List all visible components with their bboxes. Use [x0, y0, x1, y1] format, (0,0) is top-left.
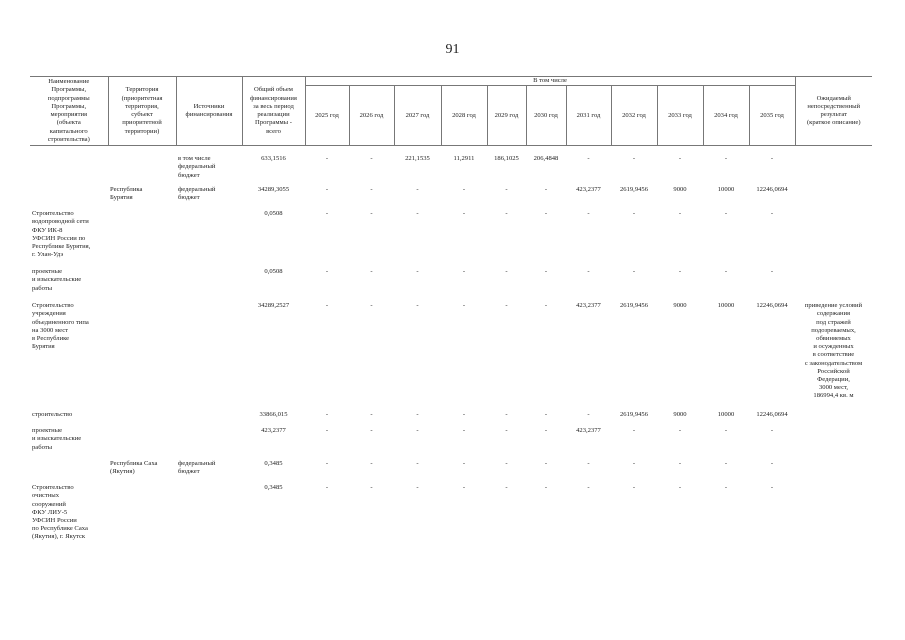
funding-source [176, 427, 242, 460]
year-amount: - [724, 460, 728, 468]
expected-result [795, 460, 872, 484]
year-amount: - [505, 484, 508, 492]
year-amount: 10000 [717, 186, 735, 194]
total-amount: 34289,2527 [257, 302, 290, 310]
year-amount: - [325, 460, 329, 468]
header-year: 2028 год [441, 86, 487, 146]
table-header [30, 77, 872, 146]
funding-source: федеральный бюджет [178, 186, 216, 202]
year-amount: - [325, 427, 329, 435]
year-amount: - [325, 155, 329, 163]
total-amount: 0,3485 [264, 460, 283, 468]
year-amount: - [678, 155, 682, 163]
year-amount: - [416, 484, 419, 492]
year-amount: - [505, 268, 508, 276]
year-amount: - [505, 302, 508, 310]
expected-result [795, 484, 872, 544]
table-row [30, 268, 872, 302]
year-amount: 9000 [673, 302, 687, 310]
year-amount: - [416, 302, 419, 310]
header-year: 2030 год [526, 86, 566, 146]
funding-source [176, 210, 242, 268]
year-amount: - [325, 210, 329, 218]
funding-source [176, 484, 242, 544]
year-amount: - [416, 186, 419, 194]
year-amount: 12246,0694 [756, 302, 788, 310]
table-row [30, 210, 872, 268]
year-amount: 12246,0694 [756, 411, 788, 419]
year-amount: - [370, 411, 373, 419]
year-amount: - [770, 427, 774, 435]
header-year: 2033 год [657, 86, 703, 146]
year-amount: - [370, 268, 373, 276]
year-amount: - [544, 411, 548, 419]
year-amount: 11,2911 [453, 155, 475, 163]
table-row [30, 460, 872, 484]
expected-result [795, 268, 872, 302]
year-amount: 10000 [717, 302, 735, 310]
header-year: 2027 год [394, 86, 441, 146]
year-amount: - [370, 186, 373, 194]
territory-cell: Республика Саха (Якутия) [110, 460, 158, 476]
year-amount: 221,1535 [405, 155, 430, 163]
table-row [30, 427, 872, 460]
item-name [30, 186, 108, 210]
total-amount: 0,0508 [264, 268, 283, 276]
funding-source: федеральный бюджет [178, 460, 216, 476]
year-amount: 2619,9456 [619, 302, 649, 310]
year-amount: 2619,9456 [619, 186, 649, 194]
year-amount: 206,4848 [533, 155, 559, 163]
year-amount: - [632, 427, 636, 435]
year-amount: 9000 [673, 411, 687, 419]
table-row [30, 155, 872, 186]
header-year: 2031 год [566, 86, 611, 146]
year-amount: - [416, 460, 419, 468]
year-amount: - [370, 427, 373, 435]
year-amount: - [544, 460, 548, 468]
expected-result [795, 186, 872, 210]
year-amount: - [462, 460, 466, 468]
territory-cell [108, 427, 176, 460]
year-amount: - [325, 484, 329, 492]
year-amount: - [544, 427, 548, 435]
year-amount: - [678, 484, 682, 492]
year-amount: - [462, 427, 466, 435]
territory-cell [108, 268, 176, 302]
year-amount: - [770, 155, 774, 163]
year-amount: 423,2377 [576, 427, 601, 435]
page-number: 91 [445, 42, 460, 57]
year-amount: - [416, 411, 419, 419]
year-amount: - [416, 268, 419, 276]
year-amount: - [462, 210, 466, 218]
year-amount: - [587, 155, 590, 163]
year-amount: 9000 [673, 186, 687, 194]
header-total: Общий объем финансирования за весь период реализации Программы - всего [242, 77, 305, 146]
year-amount: 186,1025 [494, 155, 519, 163]
year-amount: - [544, 186, 548, 194]
header-name: Наименование Программы, подпрограммы Программы, мероприятия (объекта капитального строительства) [30, 77, 108, 146]
header-year: 2035 год [749, 86, 795, 146]
year-amount: 12246,0694 [756, 186, 788, 194]
header-year: 2034 год [703, 86, 749, 146]
table-row [30, 484, 872, 544]
year-amount: - [462, 302, 466, 310]
year-amount: - [632, 268, 636, 276]
year-amount: - [724, 210, 728, 218]
item-name: строительство [32, 411, 73, 419]
year-amount: - [370, 302, 373, 310]
year-amount: - [370, 460, 373, 468]
funding-source [176, 411, 242, 427]
territory-cell [108, 484, 176, 544]
year-amount: - [632, 484, 636, 492]
item-name: проектные и изыскательские работы [32, 427, 82, 451]
total-amount: 633,1516 [261, 155, 286, 163]
table-row [30, 302, 872, 411]
year-amount: - [416, 427, 419, 435]
total-amount: 0,3485 [264, 484, 283, 492]
total-amount: 34289,3055 [257, 186, 290, 194]
expected-result [795, 411, 872, 427]
year-amount: - [370, 210, 373, 218]
year-amount: - [587, 268, 590, 276]
territory-cell [108, 302, 176, 411]
header-year: 2032 год [611, 86, 657, 146]
year-amount: - [462, 186, 466, 194]
year-amount: - [544, 210, 548, 218]
total-amount: 423,2377 [261, 427, 286, 435]
year-amount: - [678, 210, 682, 218]
table-row [30, 186, 872, 210]
year-amount: - [587, 411, 590, 419]
header-year: 2025 год [305, 86, 349, 146]
year-amount: - [678, 268, 682, 276]
year-amount: - [724, 484, 728, 492]
territory-cell [108, 155, 176, 186]
year-amount: - [587, 484, 590, 492]
year-amount: - [770, 460, 774, 468]
expected-result [795, 427, 872, 460]
table-row [30, 411, 872, 427]
year-amount: - [770, 268, 774, 276]
year-amount: - [678, 427, 682, 435]
year-amount: - [587, 210, 590, 218]
year-amount: - [632, 210, 636, 218]
item-name [30, 155, 108, 186]
financing-table [30, 76, 872, 544]
year-amount: - [544, 484, 548, 492]
year-amount: - [505, 427, 508, 435]
year-amount: - [505, 186, 508, 194]
year-amount: - [544, 302, 548, 310]
total-amount: 0,0508 [264, 210, 283, 218]
year-amount: - [325, 302, 329, 310]
year-amount: - [462, 484, 466, 492]
funding-source [176, 268, 242, 302]
year-amount: - [632, 460, 636, 468]
year-amount: - [462, 268, 466, 276]
funding-source [176, 302, 242, 411]
year-amount: - [505, 460, 508, 468]
header-territory: Территория (приоритетная территория, субъект приоритетной территории) [108, 77, 176, 146]
item-name [30, 460, 108, 484]
year-amount: - [505, 411, 508, 419]
year-amount: 2619,9456 [619, 411, 649, 419]
item-name: Строительство очистных сооружений ФКУ ЛИУ-5 УФСИН России по Республике Саха (Якутия), г. Якутск [32, 484, 88, 541]
year-amount: - [724, 268, 728, 276]
territory-cell [108, 210, 176, 268]
year-amount: - [632, 155, 636, 163]
year-amount: - [370, 155, 373, 163]
header-including: В том числе [305, 77, 795, 86]
territory-cell [108, 411, 176, 427]
year-amount: - [678, 460, 682, 468]
year-amount: - [587, 460, 590, 468]
year-amount: - [416, 210, 419, 218]
item-name: проектные и изыскательские работы [32, 268, 82, 292]
year-amount: - [724, 155, 728, 163]
territory-cell: Республика Бурятия [110, 186, 143, 202]
year-amount: 423,2377 [576, 186, 601, 194]
year-amount: - [505, 210, 508, 218]
year-amount: - [370, 484, 373, 492]
header-year: 2026 год [349, 86, 394, 146]
expected-result [795, 155, 872, 186]
header-result: Ожидаемый непосредственный результат (краткое описание) [795, 77, 872, 146]
table-body [30, 146, 872, 545]
header-year: 2029 год [487, 86, 526, 146]
year-amount: - [325, 411, 329, 419]
expected-result [795, 210, 872, 268]
year-amount: - [325, 268, 329, 276]
year-amount: 10000 [717, 411, 735, 419]
total-amount: 33866,015 [259, 411, 288, 419]
year-amount: - [462, 411, 466, 419]
funding-source: в том числе федеральный бюджет [178, 155, 216, 179]
year-amount: - [770, 210, 774, 218]
year-amount: - [325, 186, 329, 194]
year-amount: - [724, 427, 728, 435]
header-sources: Источники финансирования [176, 77, 242, 146]
year-amount: - [770, 484, 774, 492]
item-name: Строительство учреждения объединенного типа на 3000 мест в Республике Бурятия [32, 302, 89, 351]
item-name: Строительство водопроводной сети ФКУ ИК-8 УФСИН России по Республике Бурятия, г. Улан-Удэ [32, 210, 91, 259]
year-amount: - [544, 268, 548, 276]
expected-result: приведение условий содержания под стражей подозреваемых, обвиняемых и осужденных в соответствие с законодательством Российской Федерации, 3000 мест, 186994,4 кв. м [804, 302, 863, 400]
year-amount: 423,2377 [576, 302, 601, 310]
